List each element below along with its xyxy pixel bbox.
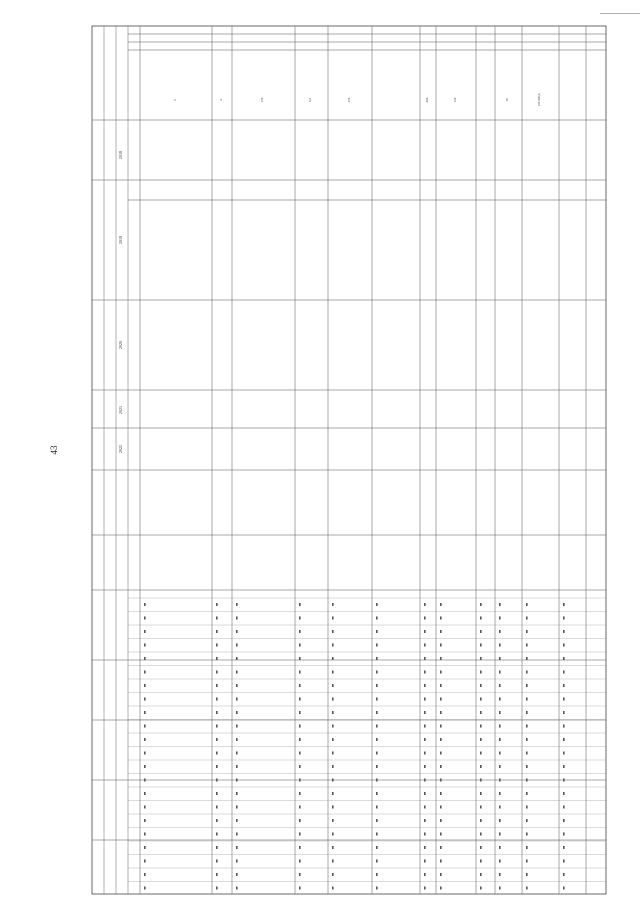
- code-digit-mark: [376, 779, 378, 782]
- code-digit-mark: [424, 779, 426, 782]
- code-digit-mark: [563, 765, 565, 768]
- code-digit-mark: [424, 752, 426, 755]
- code-digit-mark: [424, 684, 426, 687]
- code-digit-mark: [499, 806, 501, 809]
- code-digit-mark: [480, 765, 482, 768]
- code-digit-mark: [440, 684, 442, 687]
- code-digit-mark: [332, 603, 334, 606]
- code-digit-mark: [332, 846, 334, 849]
- code-digit-mark: [563, 819, 565, 822]
- code-digit-mark: [144, 671, 146, 674]
- code-digit-mark: [236, 806, 238, 809]
- code-digit-mark: [236, 846, 238, 849]
- code-digit-mark: [499, 792, 501, 795]
- code-digit-mark: [424, 792, 426, 795]
- page-number: 43: [49, 445, 59, 455]
- code-digit-mark: [499, 684, 501, 687]
- code-digit-mark: [424, 725, 426, 728]
- code-digit-mark: [376, 765, 378, 768]
- code-digit-mark: [144, 887, 146, 890]
- code-digit-mark: [332, 833, 334, 836]
- code-digit-mark: [526, 765, 528, 768]
- code-digit-mark: [424, 603, 426, 606]
- code-digit-mark: [144, 603, 146, 606]
- code-digit-mark: [526, 603, 528, 606]
- code-digit-mark: [332, 738, 334, 741]
- code-digit-mark: [144, 779, 146, 782]
- code-digit-mark: [563, 684, 565, 687]
- code-digit-mark: [440, 860, 442, 863]
- code-digit-mark: [332, 630, 334, 633]
- code-digit-mark: [499, 711, 501, 714]
- code-digit-mark: [236, 860, 238, 863]
- code-digit-mark: [376, 698, 378, 701]
- code-digit-mark: [440, 819, 442, 822]
- code-digit-mark: [216, 671, 218, 674]
- code-digit-mark: [144, 819, 146, 822]
- code-digit-mark: [144, 738, 146, 741]
- code-digit-mark: [144, 617, 146, 620]
- code-digit-mark: [376, 806, 378, 809]
- code-digit-mark: [499, 860, 501, 863]
- code-digit-mark: [236, 644, 238, 647]
- code-digit-mark: [424, 617, 426, 620]
- code-digit-mark: [299, 860, 301, 863]
- code-digit-mark: [332, 873, 334, 876]
- code-digit-mark: [332, 806, 334, 809]
- code-digit-mark: [440, 657, 442, 660]
- code-digit-mark: [376, 860, 378, 863]
- code-digit-mark: [376, 792, 378, 795]
- code-digit-mark: [236, 684, 238, 687]
- code-digit-mark: [424, 644, 426, 647]
- code-digit-mark: [526, 752, 528, 755]
- code-digit-mark: [299, 806, 301, 809]
- code-digit-mark: [216, 644, 218, 647]
- code-digit-mark: [563, 738, 565, 741]
- code-digit-mark: [299, 887, 301, 890]
- code-digit-mark: [216, 698, 218, 701]
- code-digit-mark: [563, 873, 565, 876]
- code-digit-mark: [480, 792, 482, 795]
- code-digit-mark: [526, 819, 528, 822]
- code-digit-mark: [216, 603, 218, 606]
- code-digit-mark: [216, 725, 218, 728]
- code-digit-mark: [563, 887, 565, 890]
- code-digit-mark: [236, 819, 238, 822]
- code-digit-mark: [332, 617, 334, 620]
- code-digit-mark: [216, 738, 218, 741]
- code-digit-mark: [480, 617, 482, 620]
- code-digit-mark: [332, 792, 334, 795]
- code-digit-mark: [440, 711, 442, 714]
- code-digit-mark: [526, 833, 528, 836]
- code-digit-mark: [236, 779, 238, 782]
- code-digit-mark: [376, 819, 378, 822]
- code-digit-mark: [526, 725, 528, 728]
- table-code-digits: [144, 603, 565, 890]
- code-digit-mark: [299, 698, 301, 701]
- code-digit-mark: [236, 671, 238, 674]
- code-digit-mark: [499, 819, 501, 822]
- code-digit-mark: [376, 887, 378, 890]
- code-digit-mark: [216, 819, 218, 822]
- code-digit-mark: [144, 711, 146, 714]
- code-digit-mark: [480, 711, 482, 714]
- code-digit-mark: [480, 779, 482, 782]
- code-digit-mark: [480, 846, 482, 849]
- code-digit-mark: [236, 711, 238, 714]
- code-digit-mark: [526, 711, 528, 714]
- code-digit-mark: [499, 887, 501, 890]
- code-digit-mark: [563, 833, 565, 836]
- code-digit-mark: [424, 819, 426, 822]
- code-digit-mark: [332, 684, 334, 687]
- code-digit-mark: [499, 833, 501, 836]
- row-2-final: 4: [219, 99, 223, 101]
- code-digit-mark: [526, 630, 528, 633]
- code-digit-mark: [480, 698, 482, 701]
- code-digit-mark: [424, 846, 426, 849]
- code-digit-mark: [144, 644, 146, 647]
- code-digit-mark: [526, 779, 528, 782]
- code-digit-mark: [440, 752, 442, 755]
- code-digit-mark: [376, 738, 378, 741]
- code-digit-mark: [526, 873, 528, 876]
- code-digit-mark: [424, 765, 426, 768]
- table-outer-border: [92, 26, 606, 894]
- code-digit-mark: [499, 698, 501, 701]
- code-digit-mark: [299, 846, 301, 849]
- code-digit-mark: [216, 684, 218, 687]
- code-digit-mark: [563, 644, 565, 647]
- code-digit-mark: [499, 644, 501, 647]
- code-digit-mark: [376, 752, 378, 755]
- code-digit-mark: [480, 752, 482, 755]
- code-digit-mark: [526, 671, 528, 674]
- row-4-final: 0,3: [308, 98, 312, 102]
- code-digit-mark: [526, 698, 528, 701]
- code-digit-mark: [480, 887, 482, 890]
- code-digit-mark: [480, 819, 482, 822]
- code-digit-mark: [236, 833, 238, 836]
- code-digit-mark: [299, 779, 301, 782]
- code-digit-mark: [332, 779, 334, 782]
- code-digit-mark: [563, 630, 565, 633]
- code-digit-mark: [299, 644, 301, 647]
- code-digit-mark: [424, 873, 426, 876]
- code-digit-mark: [216, 833, 218, 836]
- code-digit-mark: [236, 657, 238, 660]
- code-digit-mark: [563, 792, 565, 795]
- code-digit-mark: [376, 617, 378, 620]
- code-digit-mark: [526, 792, 528, 795]
- code-digit-mark: [236, 698, 238, 701]
- code-digit-mark: [440, 792, 442, 795]
- code-digit-mark: [236, 603, 238, 606]
- code-digit-mark: [526, 657, 528, 660]
- code-digit-mark: [563, 752, 565, 755]
- code-digit-mark: [480, 806, 482, 809]
- header-year-2021: 2021: [118, 406, 123, 414]
- code-digit-mark: [563, 860, 565, 863]
- code-digit-mark: [376, 873, 378, 876]
- code-digit-mark: [424, 738, 426, 741]
- code-digit-mark: [424, 698, 426, 701]
- code-digit-mark: [526, 684, 528, 687]
- code-digit-mark: [236, 617, 238, 620]
- code-digit-mark: [480, 657, 482, 660]
- header-year-2019: 2019: [118, 236, 123, 244]
- code-digit-mark: [499, 738, 501, 741]
- code-digit-mark: [236, 873, 238, 876]
- code-digit-mark: [440, 671, 442, 674]
- code-digit-mark: [499, 603, 501, 606]
- code-digit-mark: [299, 725, 301, 728]
- row-11-final: 165 000,0: [537, 93, 541, 107]
- code-digit-mark: [299, 657, 301, 660]
- code-digit-mark: [440, 806, 442, 809]
- row-7-final: 400: [425, 97, 429, 103]
- code-digit-mark: [376, 671, 378, 674]
- code-digit-mark: [236, 752, 238, 755]
- code-digit-mark: [216, 711, 218, 714]
- code-digit-mark: [440, 644, 442, 647]
- row-5-final: 270: [347, 97, 351, 103]
- code-digit-mark: [216, 887, 218, 890]
- code-digit-mark: [216, 657, 218, 660]
- code-digit-mark: [480, 644, 482, 647]
- code-digit-mark: [332, 887, 334, 890]
- code-digit-mark: [440, 779, 442, 782]
- code-digit-mark: [332, 860, 334, 863]
- code-digit-mark: [440, 738, 442, 741]
- code-digit-mark: [144, 846, 146, 849]
- code-digit-mark: [563, 671, 565, 674]
- code-digit-mark: [563, 846, 565, 849]
- code-digit-mark: [144, 630, 146, 633]
- code-digit-mark: [216, 846, 218, 849]
- code-digit-mark: [299, 603, 301, 606]
- code-digit-mark: [526, 846, 528, 849]
- code-digit-mark: [424, 711, 426, 714]
- code-digit-mark: [499, 779, 501, 782]
- code-digit-mark: [440, 833, 442, 836]
- code-digit-mark: [299, 711, 301, 714]
- code-digit-mark: [299, 819, 301, 822]
- code-digit-mark: [216, 630, 218, 633]
- code-digit-mark: [236, 765, 238, 768]
- code-digit-mark: [480, 725, 482, 728]
- code-digit-mark: [499, 765, 501, 768]
- header-year-2020: 2020: [118, 341, 123, 349]
- code-digit-mark: [376, 684, 378, 687]
- code-digit-mark: [440, 873, 442, 876]
- code-digit-mark: [480, 738, 482, 741]
- code-digit-mark: [216, 792, 218, 795]
- code-digit-mark: [424, 671, 426, 674]
- code-digit-mark: [563, 779, 565, 782]
- code-digit-mark: [216, 617, 218, 620]
- code-digit-mark: [480, 860, 482, 863]
- code-digit-mark: [440, 846, 442, 849]
- code-digit-mark: [499, 617, 501, 620]
- code-digit-mark: [499, 657, 501, 660]
- table-frame: [92, 26, 606, 894]
- code-digit-mark: [376, 833, 378, 836]
- code-digit-mark: [144, 833, 146, 836]
- code-digit-mark: [332, 644, 334, 647]
- code-digit-mark: [144, 725, 146, 728]
- code-digit-mark: [144, 752, 146, 755]
- code-digit-mark: [332, 819, 334, 822]
- code-digit-mark: [424, 860, 426, 863]
- code-digit-mark: [424, 630, 426, 633]
- code-digit-mark: [499, 630, 501, 633]
- code-digit-mark: [216, 806, 218, 809]
- code-digit-mark: [299, 738, 301, 741]
- code-digit-mark: [563, 698, 565, 701]
- code-digit-mark: [563, 603, 565, 606]
- code-digit-mark: [144, 792, 146, 795]
- code-digit-mark: [480, 684, 482, 687]
- code-digit-mark: [424, 657, 426, 660]
- code-digit-mark: [424, 833, 426, 836]
- code-digit-mark: [440, 603, 442, 606]
- code-digit-mark: [299, 671, 301, 674]
- code-digit-mark: [563, 725, 565, 728]
- code-digit-mark: [144, 698, 146, 701]
- code-digit-mark: [480, 873, 482, 876]
- table-grid: [92, 26, 606, 894]
- code-digit-mark: [299, 630, 301, 633]
- code-digit-mark: [526, 806, 528, 809]
- code-digit-mark: [440, 887, 442, 890]
- row-3-final: 170: [260, 97, 264, 103]
- code-digit-mark: [144, 873, 146, 876]
- code-digit-mark: [332, 752, 334, 755]
- code-digit-mark: [216, 860, 218, 863]
- code-digit-mark: [440, 630, 442, 633]
- code-digit-mark: [236, 792, 238, 795]
- code-digit-mark: [563, 806, 565, 809]
- code-digit-mark: [216, 765, 218, 768]
- code-digit-mark: [236, 738, 238, 741]
- code-digit-mark: [299, 833, 301, 836]
- code-digit-mark: [236, 887, 238, 890]
- code-digit-mark: [376, 644, 378, 647]
- code-digit-mark: [563, 657, 565, 660]
- code-digit-mark: [526, 644, 528, 647]
- code-digit-mark: [499, 752, 501, 755]
- code-digit-mark: [480, 630, 482, 633]
- code-digit-mark: [216, 779, 218, 782]
- row-10-final: 18: [505, 98, 509, 102]
- code-digit-mark: [480, 671, 482, 674]
- code-digit-mark: [526, 738, 528, 741]
- code-digit-mark: [144, 860, 146, 863]
- code-digit-mark: [440, 765, 442, 768]
- code-digit-mark: [299, 752, 301, 755]
- code-digit-mark: [376, 603, 378, 606]
- header-year-2022: 2022: [118, 445, 123, 453]
- code-digit-mark: [299, 765, 301, 768]
- code-digit-mark: [424, 806, 426, 809]
- code-digit-mark: [216, 873, 218, 876]
- code-digit-mark: [376, 846, 378, 849]
- code-digit-mark: [332, 698, 334, 701]
- code-digit-mark: [499, 873, 501, 876]
- code-digit-mark: [332, 711, 334, 714]
- code-digit-mark: [424, 887, 426, 890]
- header-year-2018: 2018: [118, 151, 123, 159]
- code-digit-mark: [332, 765, 334, 768]
- code-digit-mark: [299, 792, 301, 795]
- code-digit-mark: [376, 725, 378, 728]
- row-1-final: 6: [173, 99, 177, 101]
- code-digit-mark: [440, 617, 442, 620]
- code-digit-mark: [144, 657, 146, 660]
- table-text: [118, 93, 542, 453]
- code-digit-mark: [144, 806, 146, 809]
- code-digit-mark: [236, 725, 238, 728]
- code-digit-mark: [480, 833, 482, 836]
- code-digit-mark: [299, 873, 301, 876]
- code-digit-mark: [332, 725, 334, 728]
- code-digit-mark: [563, 617, 565, 620]
- code-digit-mark: [332, 657, 334, 660]
- code-digit-mark: [563, 711, 565, 714]
- code-digit-mark: [499, 725, 501, 728]
- code-digit-mark: [440, 725, 442, 728]
- row-8-final: 120: [453, 97, 457, 103]
- code-digit-mark: [480, 603, 482, 606]
- code-digit-mark: [144, 765, 146, 768]
- code-digit-mark: [526, 860, 528, 863]
- code-digit-mark: [236, 630, 238, 633]
- code-digit-mark: [499, 846, 501, 849]
- code-digit-mark: [376, 657, 378, 660]
- code-digit-mark: [376, 630, 378, 633]
- code-digit-mark: [216, 752, 218, 755]
- code-digit-mark: [376, 711, 378, 714]
- code-digit-mark: [299, 684, 301, 687]
- code-digit-mark: [299, 617, 301, 620]
- code-digit-mark: [526, 617, 528, 620]
- code-digit-mark: [332, 671, 334, 674]
- code-digit-mark: [499, 671, 501, 674]
- code-digit-mark: [526, 887, 528, 890]
- code-digit-mark: [144, 684, 146, 687]
- code-digit-mark: [440, 698, 442, 701]
